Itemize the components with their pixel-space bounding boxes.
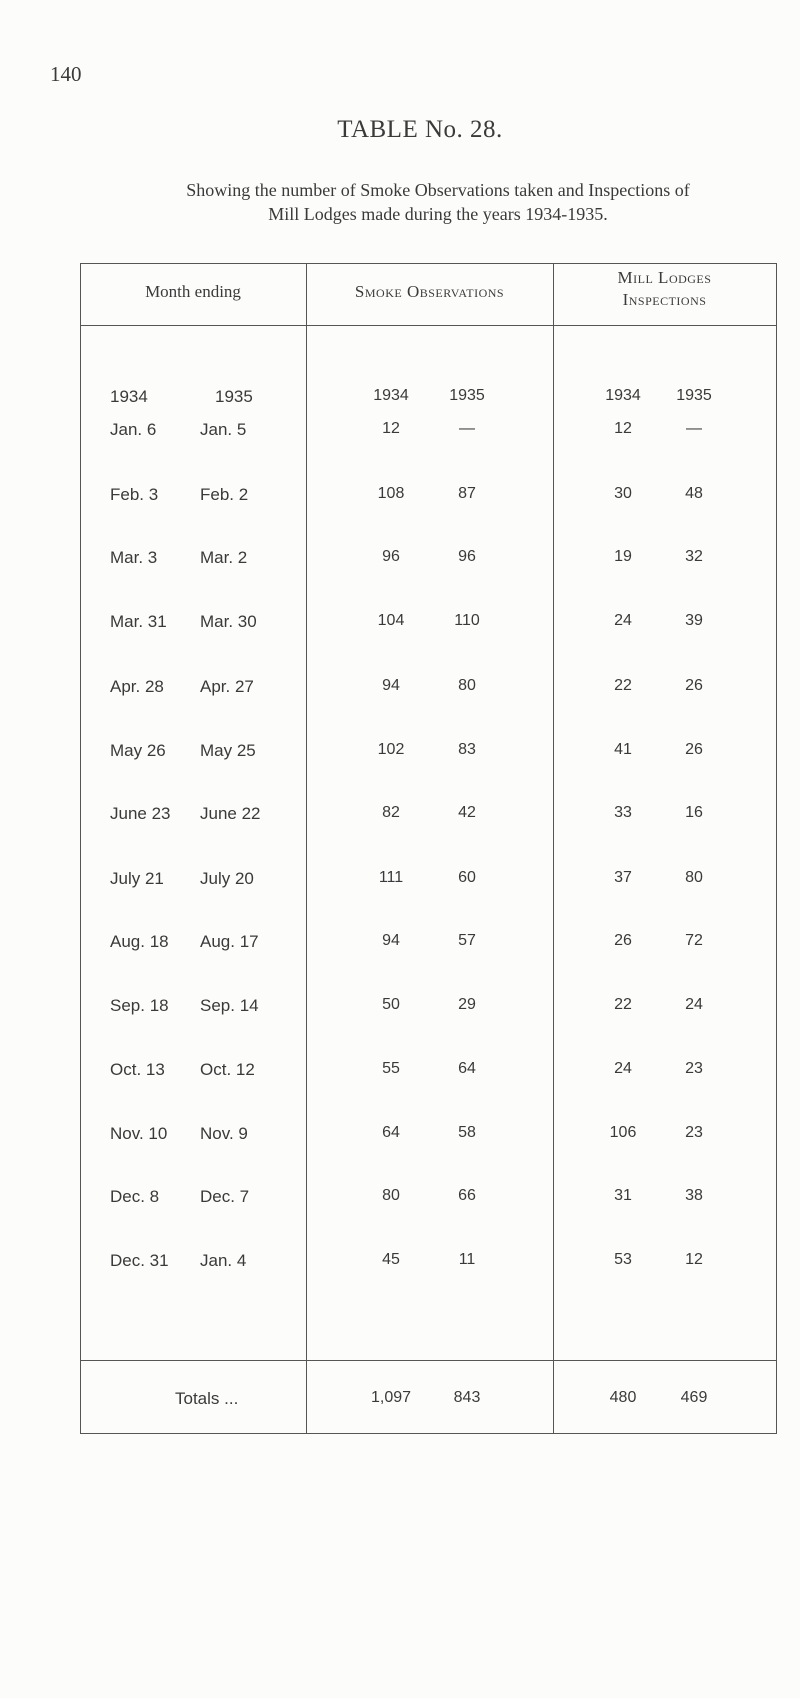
month-1934-cell: Mar. 3: [110, 548, 158, 567]
table-row: [80, 741, 777, 765]
subtitle-line-1: Showing the number of Smoke Observations taken and Inspections of: [186, 180, 690, 200]
smoke-1935-cell: —: [459, 420, 475, 437]
smoke-1935-cell: 11: [458, 1251, 476, 1268]
smoke-1935-cell: 96: [458, 548, 476, 565]
totals-row: [80, 1389, 777, 1413]
header-rule: [80, 325, 777, 326]
lodges-1935-cell: —: [686, 420, 702, 437]
table-row: [80, 932, 777, 956]
lodges-1934-cell: 24: [614, 612, 632, 629]
year-cell: 1935: [215, 387, 253, 406]
table-row: [80, 1187, 777, 1211]
totals-lodges-1934: 480: [609, 1389, 637, 1406]
smoke-1935-cell: 87: [458, 485, 476, 502]
smoke-1935-cell: 110: [454, 612, 480, 629]
smoke-1935-cell: 60: [458, 869, 476, 886]
lodges-1935-cell: 26: [685, 741, 703, 758]
month-1935-cell: Jan. 4: [200, 1251, 247, 1270]
smoke-1935-cell: 42: [458, 804, 476, 821]
month-1934-cell: Jan. 6: [110, 420, 157, 439]
smoke-1935-cell: 64: [458, 1060, 476, 1077]
month-ending-header: Month ending: [145, 282, 241, 301]
lodges-1934-cell: 19: [614, 548, 632, 565]
lodges-1935-cell: 48: [685, 485, 703, 502]
month-1935-cell: Dec. 7: [200, 1187, 250, 1206]
page-number: 140: [50, 62, 82, 86]
table-subtitle: [68, 178, 800, 226]
year-row: [80, 387, 777, 411]
lodges-1934-cell: 22: [614, 996, 632, 1013]
totals-smoke-1934: 1,097: [370, 1389, 412, 1406]
lodges-1934-cell: 22: [614, 677, 632, 694]
table-row: [80, 869, 777, 893]
totals-rule: [80, 1360, 777, 1361]
table-row: [80, 677, 777, 701]
lodges-1935-cell: 26: [685, 677, 703, 694]
month-1934-cell: Mar. 31: [110, 612, 167, 631]
lodges-1935-cell: 12: [685, 1251, 703, 1268]
totals-smoke-1935: 843: [453, 1389, 481, 1406]
month-1934-cell: Sep. 18: [110, 996, 169, 1015]
month-1934-cell: Oct. 13: [110, 1060, 165, 1079]
lodges-1935-cell: 72: [685, 932, 703, 949]
table-row: [80, 548, 777, 572]
year-cell: 1935: [449, 387, 485, 404]
lodges-1934-cell: 37: [614, 869, 632, 886]
smoke-1935-cell: 66: [458, 1187, 476, 1204]
month-1934-cell: Aug. 18: [110, 932, 169, 951]
smoke-1934-cell: 96: [382, 548, 400, 565]
month-1935-cell: Mar. 2: [200, 548, 248, 567]
totals-label: Totals ...: [175, 1389, 239, 1408]
top-rule: [80, 263, 777, 264]
month-1935-cell: Nov. 9: [200, 1124, 248, 1143]
lodges-1934-cell: 31: [614, 1187, 632, 1204]
smoke-1934-cell: 55: [382, 1060, 400, 1077]
table-row: [80, 485, 777, 509]
smoke-1934-cell: 94: [382, 677, 400, 694]
table-row: [80, 1124, 777, 1148]
mill-lodges-header: Mill Lodges Inspections: [617, 268, 712, 309]
month-1934-cell: Nov. 10: [110, 1124, 168, 1143]
totals-lodges-1935: 469: [680, 1389, 708, 1406]
month-1934-cell: June 23: [110, 804, 171, 823]
year-cell: 1934: [605, 387, 641, 404]
table-row: [80, 804, 777, 828]
lodges-1934-cell: 26: [614, 932, 632, 949]
month-1934-cell: July 21: [110, 869, 164, 888]
smoke-1934-cell: 64: [382, 1124, 400, 1141]
month-1935-cell: June 22: [200, 804, 261, 823]
smoke-1934-cell: 80: [382, 1187, 400, 1204]
table-row: [80, 996, 777, 1020]
month-1935-cell: Sep. 14: [200, 996, 259, 1015]
year-cell: 1934: [373, 387, 409, 404]
smoke-1934-cell: 50: [382, 996, 400, 1013]
smoke-1934-cell: 45: [382, 1251, 400, 1268]
lodges-1934-cell: 30: [614, 485, 632, 502]
lodges-1934-cell: 106: [609, 1124, 637, 1141]
table-row: [80, 612, 777, 636]
lodges-1935-cell: 23: [685, 1060, 703, 1077]
year-cell: 1935: [676, 387, 712, 404]
lodges-1935-cell: 39: [685, 612, 703, 629]
lodges-1935-cell: 38: [685, 1187, 703, 1204]
month-1935-cell: May 25: [200, 741, 256, 760]
lodges-1934-cell: 24: [614, 1060, 632, 1077]
month-1935-cell: Apr. 27: [200, 677, 254, 696]
lodges-1935-cell: 23: [685, 1124, 703, 1141]
month-1935-cell: Aug. 17: [200, 932, 259, 951]
smoke-1935-cell: 58: [458, 1124, 476, 1141]
month-1935-cell: Feb. 2: [200, 485, 249, 504]
smoke-1934-cell: 82: [382, 804, 400, 821]
table-row: [80, 1060, 777, 1084]
smoke-1934-cell: 104: [377, 612, 405, 629]
smoke-1935-cell: 80: [458, 677, 476, 694]
lodges-1934-cell: 41: [614, 741, 632, 758]
lodges-1934-cell: 53: [614, 1251, 632, 1268]
month-1934-cell: Apr. 28: [110, 677, 164, 696]
month-1934-cell: Dec. 31: [110, 1251, 169, 1270]
smoke-1935-cell: 57: [458, 932, 476, 949]
smoke-observations-header: Smoke Observations: [354, 282, 505, 301]
lodges-1934-cell: 33: [614, 804, 632, 821]
smoke-1934-cell: 111: [378, 869, 404, 886]
smoke-1935-cell: 29: [458, 996, 476, 1013]
lodges-1935-cell: 16: [685, 804, 703, 821]
smoke-1934-cell: 94: [382, 932, 400, 949]
smoke-observations-table: [80, 263, 777, 1698]
year-cell: 1934: [110, 387, 148, 406]
month-1934-cell: May 26: [110, 741, 166, 760]
month-1934-cell: Feb. 3: [110, 485, 159, 504]
lodges-1934-cell: 12: [614, 420, 632, 437]
smoke-1934-cell: 12: [382, 420, 400, 437]
lodges-1935-cell: 32: [685, 548, 703, 565]
lodges-1935-cell: 80: [685, 869, 703, 886]
month-1935-cell: July 20: [200, 869, 254, 888]
month-1935-cell: Jan. 5: [200, 420, 247, 439]
smoke-1934-cell: 108: [377, 485, 405, 502]
month-1935-cell: Oct. 12: [200, 1060, 255, 1079]
lodges-1935-cell: 24: [685, 996, 703, 1013]
table-title: TABLE No. 28.: [337, 116, 503, 143]
bottom-rule: [80, 1433, 777, 1434]
smoke-1934-cell: 102: [377, 741, 405, 758]
month-1934-cell: Dec. 8: [110, 1187, 160, 1206]
month-1935-cell: Mar. 30: [200, 612, 257, 631]
table-row: [80, 420, 777, 444]
smoke-1935-cell: 83: [458, 741, 476, 758]
subtitle-line-2: Mill Lodges made during the years 1934-1935.: [268, 204, 608, 224]
table-row: [80, 1251, 777, 1275]
